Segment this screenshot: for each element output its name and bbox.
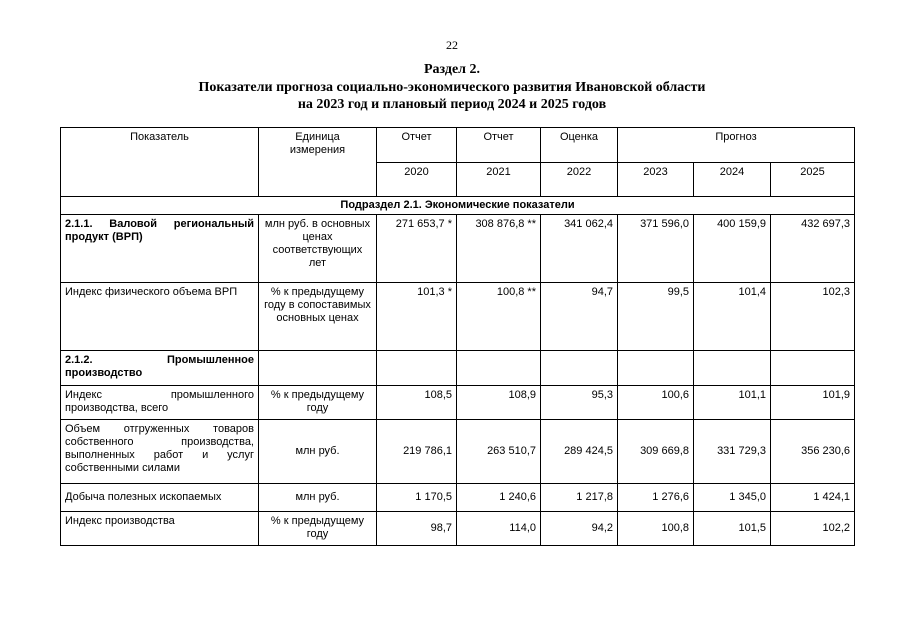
value-2025: 102,3	[771, 283, 855, 351]
value-2023: 1 276,6	[618, 484, 694, 512]
value-2021: 108,9	[457, 386, 541, 420]
value-2024: 101,1	[694, 386, 771, 420]
year-2024: 2024	[694, 163, 771, 197]
value-2024: 101,4	[694, 283, 771, 351]
value-2023	[618, 351, 694, 386]
row-name: 2.1.1. Валовой региональный продукт (ВРП)	[61, 215, 259, 283]
value-2023: 309 669,8	[618, 420, 694, 484]
value-2023: 99,5	[618, 283, 694, 351]
value-2023: 371 596,0	[618, 215, 694, 283]
table-row	[61, 386, 855, 420]
table-row	[61, 484, 855, 512]
header-indicator: Показатель	[61, 128, 259, 197]
value-2020: 1 170,5	[377, 484, 457, 512]
row-name: Индекс производства	[61, 512, 259, 546]
row-unit: млн руб.	[259, 484, 377, 512]
value-2021	[457, 351, 541, 386]
value-2022: 341 062,4	[541, 215, 618, 283]
document-subtitle: на 2023 год и плановый период 2024 и 2025 годов	[297, 97, 607, 112]
value-2020	[377, 351, 457, 386]
year-2021: 2021	[457, 163, 541, 197]
row-name: 2.1.2. Промышленное производство	[61, 351, 259, 386]
value-2022: 289 424,5	[541, 420, 618, 484]
value-2023: 100,6	[618, 386, 694, 420]
table-row	[61, 420, 855, 484]
year-2022: 2022	[541, 163, 618, 197]
table-row	[61, 512, 855, 546]
header-forecast: Прогноз	[618, 128, 855, 163]
row-unit: млн руб. в основных ценах соответствующих лет	[259, 215, 377, 283]
value-2023: 100,8	[618, 512, 694, 546]
value-2021: 308 876,8 **	[457, 215, 541, 283]
row-unit: % к предыдущему году	[259, 512, 377, 546]
forecast-table	[60, 127, 855, 546]
table-row	[61, 215, 855, 283]
value-2022: 94,2	[541, 512, 618, 546]
row-name: Добыча полезных ископаемых	[61, 484, 259, 512]
document-title: Показатели прогноза социально-экономического развития Ивановской области	[198, 80, 706, 95]
year-2023: 2023	[618, 163, 694, 197]
value-2025: 356 230,6	[771, 420, 855, 484]
section-title: Раздел 2.	[423, 62, 481, 77]
row-name: Индекс физического объема ВРП	[61, 283, 259, 351]
table-row	[61, 351, 855, 386]
value-2020: 108,5	[377, 386, 457, 420]
row-name: Объем отгруженных товаров собственного производства, выполненных работ и услуг собственными силами	[61, 420, 259, 484]
row-unit: % к предыдущему году в сопоставимых основных ценах	[259, 283, 377, 351]
value-2022: 1 217,8	[541, 484, 618, 512]
header-unit: Единица измерения	[259, 128, 377, 197]
year-2020: 2020	[377, 163, 457, 197]
value-2024: 400 159,9	[694, 215, 771, 283]
value-2020: 101,3 *	[377, 283, 457, 351]
header-report-2020: Отчет	[377, 128, 457, 163]
row-unit: % к предыдущему году	[259, 386, 377, 420]
value-2021: 263 510,7	[457, 420, 541, 484]
subsection-header: Подраздел 2.1. Экономические показатели	[61, 197, 855, 215]
row-unit	[259, 351, 377, 386]
header-report-2021: Отчет	[457, 128, 541, 163]
value-2025	[771, 351, 855, 386]
row-unit: млн руб.	[259, 420, 377, 484]
value-2021: 1 240,6	[457, 484, 541, 512]
table-row	[61, 283, 855, 351]
value-2022: 95,3	[541, 386, 618, 420]
value-2024: 101,5	[694, 512, 771, 546]
value-2020: 219 786,1	[377, 420, 457, 484]
year-2025: 2025	[771, 163, 855, 197]
value-2022	[541, 351, 618, 386]
value-2021: 114,0	[457, 512, 541, 546]
page-number: 22	[446, 38, 458, 52]
value-2020: 271 653,7 *	[377, 215, 457, 283]
value-2025: 101,9	[771, 386, 855, 420]
value-2022: 94,7	[541, 283, 618, 351]
value-2025: 102,2	[771, 512, 855, 546]
value-2025: 432 697,3	[771, 215, 855, 283]
header-estimate: Оценка	[541, 128, 618, 163]
value-2020: 98,7	[377, 512, 457, 546]
value-2024	[694, 351, 771, 386]
value-2024: 1 345,0	[694, 484, 771, 512]
value-2024: 331 729,3	[694, 420, 771, 484]
value-2025: 1 424,1	[771, 484, 855, 512]
value-2021: 100,8 **	[457, 283, 541, 351]
row-name: Индекс промышленного производства, всего	[61, 386, 259, 420]
